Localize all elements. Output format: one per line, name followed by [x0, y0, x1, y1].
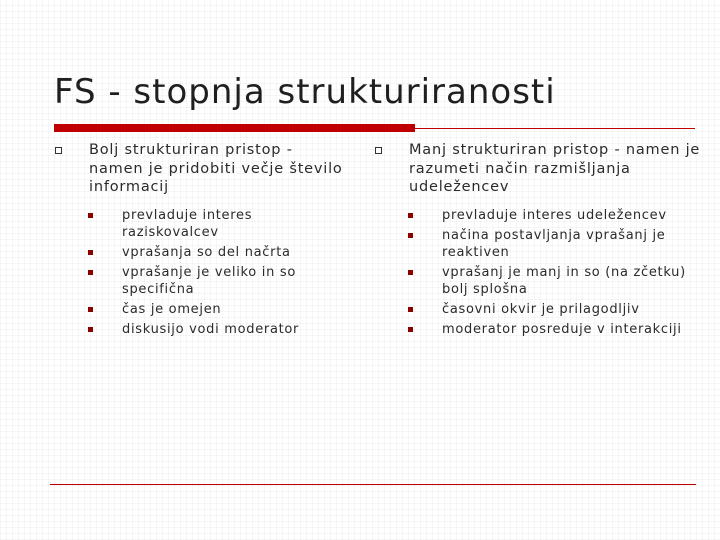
- left-column: [52, 141, 352, 341]
- list-item-text: časovni okvir je prilagodljiv: [442, 301, 640, 317]
- square-bullet-icon: [88, 270, 93, 275]
- list-item: [52, 321, 352, 338]
- list-item: [372, 321, 702, 338]
- list-item: [52, 301, 352, 318]
- list-item-text: vprašanje je veliko in so specifična: [122, 264, 296, 297]
- list-item: [372, 264, 702, 298]
- slide-title: FS - stopnja strukturiranosti: [54, 72, 556, 112]
- list-item-text: načina postavljanja vprašanj je reaktiven: [442, 227, 666, 260]
- right-main-text: Manj strukturiran pristop - namen je razumeti način razmišljanja udeležencev: [409, 142, 701, 195]
- square-bullet-icon: [408, 327, 413, 332]
- square-bullet-icon: [88, 213, 93, 218]
- square-bullet-icon: [88, 307, 93, 312]
- right-sub-list: [372, 207, 702, 338]
- square-bullet-icon: [408, 307, 413, 312]
- left-sub-list: [52, 207, 352, 338]
- list-item: [52, 264, 352, 298]
- square-bullet-icon: [88, 327, 93, 332]
- title-underline-bar: [54, 124, 415, 132]
- list-item-text: čas je omejen: [122, 301, 222, 317]
- right-column: [372, 141, 702, 341]
- list-item-text: prevladuje interes raziskovalcev: [122, 207, 253, 240]
- hollow-square-bullet-icon: [375, 147, 382, 154]
- square-bullet-icon: [408, 213, 413, 218]
- list-item: [372, 301, 702, 318]
- list-item-text: vprašanj je manj in so (na zčetku) bolj splošna: [442, 264, 686, 297]
- footer-rule: [50, 484, 696, 485]
- right-main-point: [372, 141, 702, 197]
- hollow-square-bullet-icon: [55, 147, 62, 154]
- list-item-text: vprašanja so del načrta: [122, 244, 291, 260]
- list-item: [52, 244, 352, 261]
- left-main-point: [52, 141, 352, 197]
- list-item: [52, 207, 352, 241]
- square-bullet-icon: [408, 270, 413, 275]
- left-main-text: Bolj strukturiran pristop - namen je pridobiti večje število informacij: [89, 142, 343, 195]
- list-item: [372, 227, 702, 261]
- list-item-text: prevladuje interes udeležencev: [442, 207, 667, 223]
- list-item: [372, 207, 702, 224]
- square-bullet-icon: [408, 233, 413, 238]
- list-item-text: diskusijo vodi moderator: [122, 321, 300, 337]
- list-item-text: moderator posreduje v interakciji: [442, 321, 682, 337]
- square-bullet-icon: [88, 250, 93, 255]
